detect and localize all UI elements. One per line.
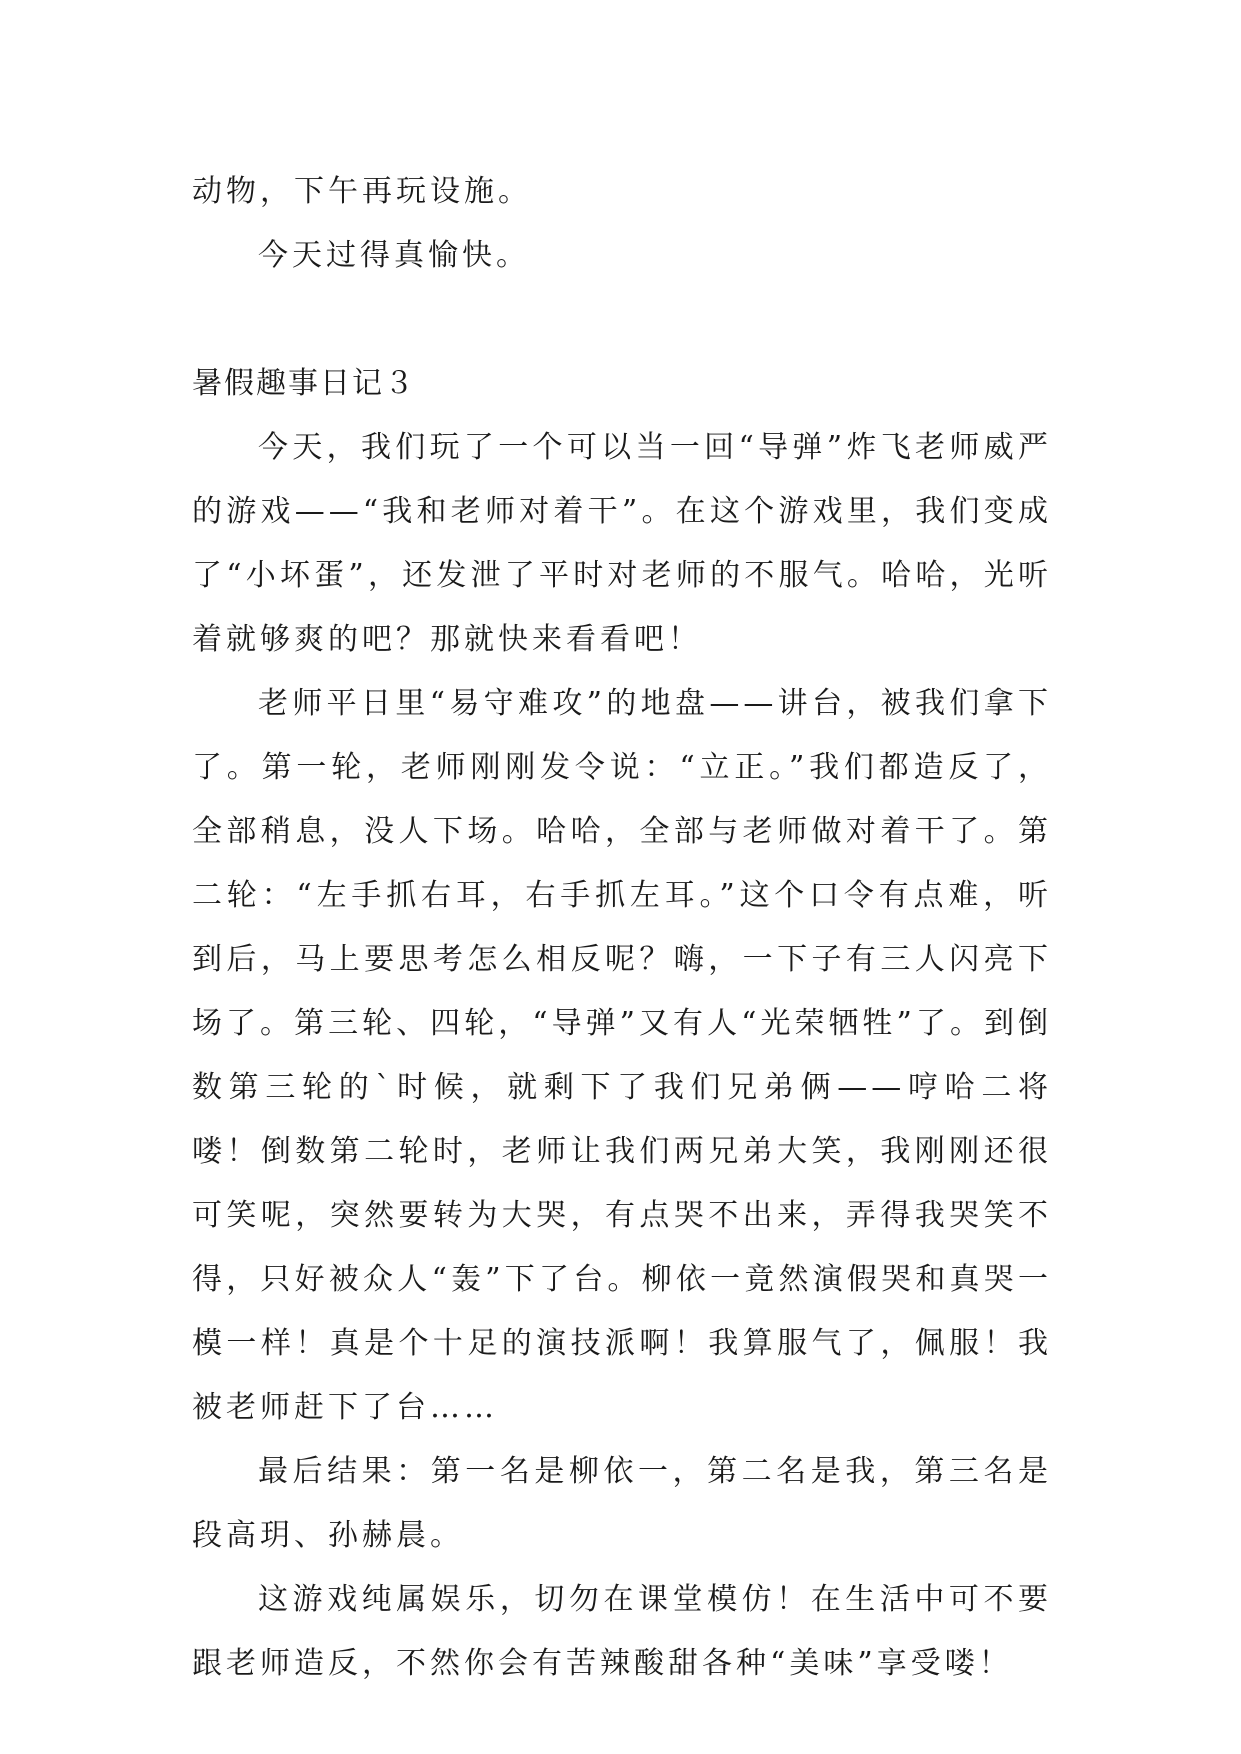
paragraph-4: 这游戏纯属娱乐，切勿在课堂模仿！在生活中可不要跟老师造反，不然你会有苦辣酸甜各种“美味”享受喽！: [192, 1582, 1052, 1681]
section-title: 暑假趣事日记３: [192, 366, 416, 401]
paragraph-1: 今天，我们玩了一个可以当一回“导弹”炸飞老师威严的游戏——“我和老师对着干”。在这个游戏里，我们变成了“小坏蛋”，还发泄了平时对老师的不服气。哈哈，光听着就够爽的吧？那就快来看看吧！: [192, 430, 1052, 657]
section-gap: [192, 288, 1052, 352]
document-page: [192, 160, 1052, 1696]
intro-tail-text: 动物，下午再玩设施。: [192, 174, 532, 209]
paragraph-3: 最后结果：第一名是柳依一，第二名是我，第三名是段高玥、孙赫晨。: [192, 1454, 1052, 1553]
paragraph-2: 老师平日里“易守难攻”的地盘——讲台，被我们拿下了。第一轮，老师刚刚发令说：“立正。”我们都造反了，全部稍息，没人下场。哈哈，全部与老师做对着干了。第二轮：“左手抓右耳，右手抓左耳。”这个口令有点难，听到后，马上要思考怎么相反呢？嗨，一下子有三人闪亮下场了。第三轮、四轮，“导弹”又有人“光荣牺牲”了。到倒数第三轮的`时候，就剩下了我们兄弟俩——哼哈二将喽！倒数第二轮时，老师让我们两兄弟大笑，我刚刚还很可笑呢，突然要转为大哭，有点哭不出来，弄得我哭笑不得，只好被众人“轰”下了台。柳依一竟然演假哭和真哭一模一样！真是个十足的演技派啊！我算服气了，佩服！我被老师赶下了台……: [192, 686, 1052, 1425]
intro-closing-text: 今天过得真愉快。: [258, 238, 530, 273]
